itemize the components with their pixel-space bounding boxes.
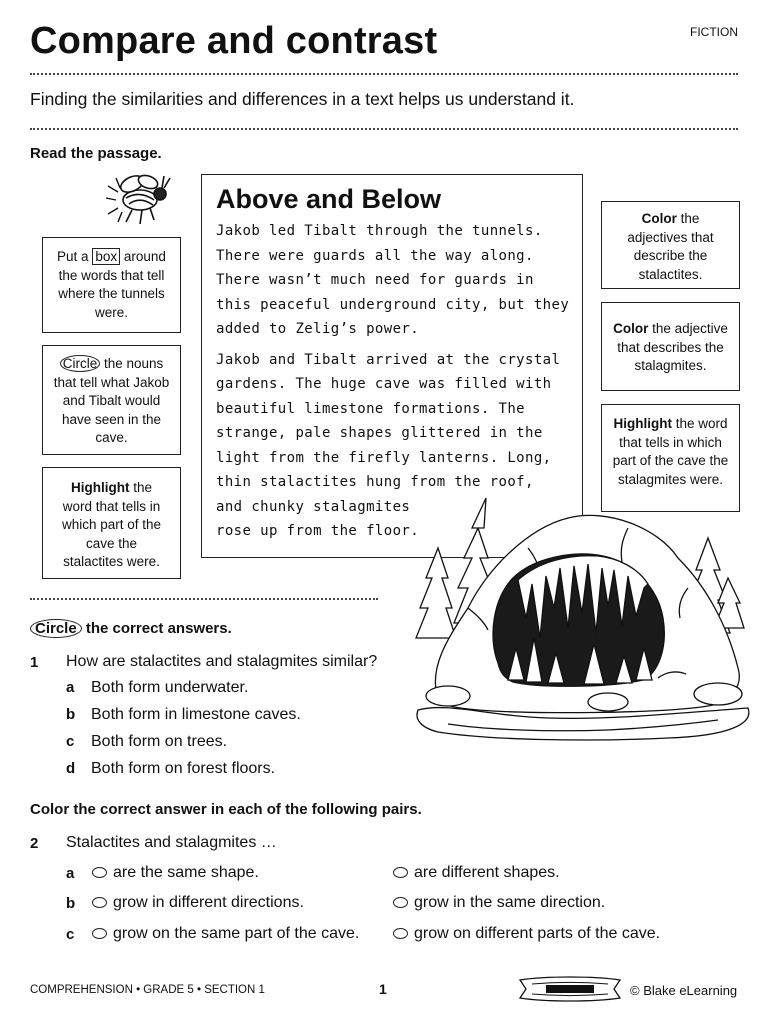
passage-line: light from the firefly lanterns. Long,: [216, 449, 552, 466]
answer-option[interactable]: [66, 706, 301, 724]
circle-keyword: Circle: [30, 619, 82, 638]
answer-choice[interactable]: [92, 925, 359, 943]
footer-course: COMPREHENSION • GRADE 5 • SECTION 1: [30, 984, 265, 996]
option-text: Both form underwater.: [91, 679, 249, 696]
answer-choice[interactable]: [92, 894, 304, 912]
question-number: 1: [30, 654, 39, 671]
cave-illustration: [408, 488, 760, 744]
choice-text: are different shapes.: [414, 864, 560, 881]
instruction-box-highlight-stalactites: [42, 467, 181, 579]
option-letter: c: [66, 733, 75, 750]
option-letter: d: [66, 760, 76, 777]
radio-circle-icon: [393, 897, 408, 908]
genre-label: FICTION: [690, 25, 738, 39]
highlight-keyword: Highlight: [613, 416, 672, 431]
passage-line: beautiful limestone formations. The: [216, 400, 526, 417]
instruction-box-color-adjectives: [601, 201, 740, 289]
reading-eggspress-logo: [516, 974, 624, 1004]
page-number: 1: [379, 981, 387, 997]
divider: [30, 128, 738, 130]
box-keyword: box: [92, 248, 120, 265]
option-letter: a: [66, 679, 75, 696]
divider: [30, 73, 738, 75]
passage-line: strange, pale shapes glittered in the: [216, 425, 543, 441]
question-text: Stalactites and stalagmites …: [66, 834, 277, 851]
intro-text: Finding the similarities and differences in a text helps us understand it.: [30, 89, 575, 109]
passage-line: rose up from the floor.: [216, 523, 420, 539]
color-keyword: Color: [641, 211, 677, 226]
radio-circle-icon: [92, 867, 107, 878]
passage-line: thin stalactites hung from the roof,: [216, 474, 534, 490]
firefly-illustration: [96, 168, 176, 230]
instruction-text: Put a: [57, 249, 89, 264]
answer-option[interactable]: [66, 679, 248, 697]
option-letter: b: [66, 706, 76, 723]
highlight-keyword: Highlight: [70, 480, 130, 495]
radio-circle-icon: [92, 897, 107, 908]
read-instruction: Read the passage.: [30, 145, 162, 162]
choice-text: grow on the same part of the cave.: [113, 925, 360, 942]
copyright: © Blake eLearning: [630, 983, 738, 998]
choice-text: grow in the same direction.: [414, 894, 606, 911]
instruction-text: the word that tells in which part of the cave the stalactites were.: [61, 480, 162, 569]
radio-circle-icon: [92, 928, 107, 939]
instruction-box-circle-nouns: [42, 345, 181, 455]
choice-text: are the same shape.: [113, 864, 259, 881]
option-text: Both form in limestone caves.: [91, 706, 301, 723]
choice-text: grow in different directions.: [113, 894, 304, 911]
instruction-text: around the words that tell where the tunnels were.: [58, 249, 166, 320]
section-heading: Color the correct answer in each of the following pairs.: [30, 801, 422, 818]
passage-title: Above and Below: [216, 184, 442, 214]
choice-text: grow on different parts of the cave.: [414, 925, 661, 942]
passage-paragraph: Jakob led Tibalt through the tunnels. There were guards all the way along. There wasn’t much need for guards in this peaceful underground city, but they added to Zelig’s power.: [216, 223, 570, 337]
passage-line: gardens. The huge cave was filled with: [216, 376, 552, 392]
answer-choice[interactable]: [393, 894, 605, 912]
page-title: Compare and contrast: [30, 20, 438, 62]
section-heading: [30, 619, 232, 638]
option-text: Both form on forest floors.: [91, 760, 276, 777]
instruction-box-box-words: [42, 237, 181, 333]
radio-circle-icon: [393, 867, 408, 878]
instruction-text: the adjectives that describe the stalactites.: [627, 211, 714, 282]
radio-circle-icon: [393, 928, 408, 939]
answer-choice[interactable]: [393, 925, 660, 943]
answer-option[interactable]: [66, 760, 275, 778]
instruction-text: the nouns that tell what Jakob and Tibalt would have seen in the cave.: [53, 356, 170, 445]
option-text: Both form on trees.: [91, 733, 228, 750]
circle-keyword: Circle: [60, 355, 101, 372]
answer-choice[interactable]: [393, 864, 560, 882]
divider: [30, 598, 378, 600]
passage-line: and chunky stalagmites: [216, 498, 411, 515]
passage-line: Jakob and Tibalt arrived at the crystal: [216, 351, 561, 368]
question-number: 2: [30, 835, 39, 852]
answer-choice[interactable]: [92, 864, 259, 882]
question-text: How are stalactites and stalagmites similar?: [66, 653, 378, 670]
instruction-box-color-adjective: [601, 302, 740, 391]
instruction-text: the adjective that describes the stalagmites.: [617, 321, 728, 373]
instruction-text: the word that tells in which part of the cave the stalagmites were.: [612, 416, 729, 487]
section-heading-text: the correct answers.: [85, 620, 232, 637]
option-letter: c: [66, 926, 75, 943]
answer-option[interactable]: [66, 733, 227, 751]
color-keyword: Color: [613, 321, 649, 336]
option-letter: a: [66, 865, 75, 882]
option-letter: b: [66, 895, 76, 912]
